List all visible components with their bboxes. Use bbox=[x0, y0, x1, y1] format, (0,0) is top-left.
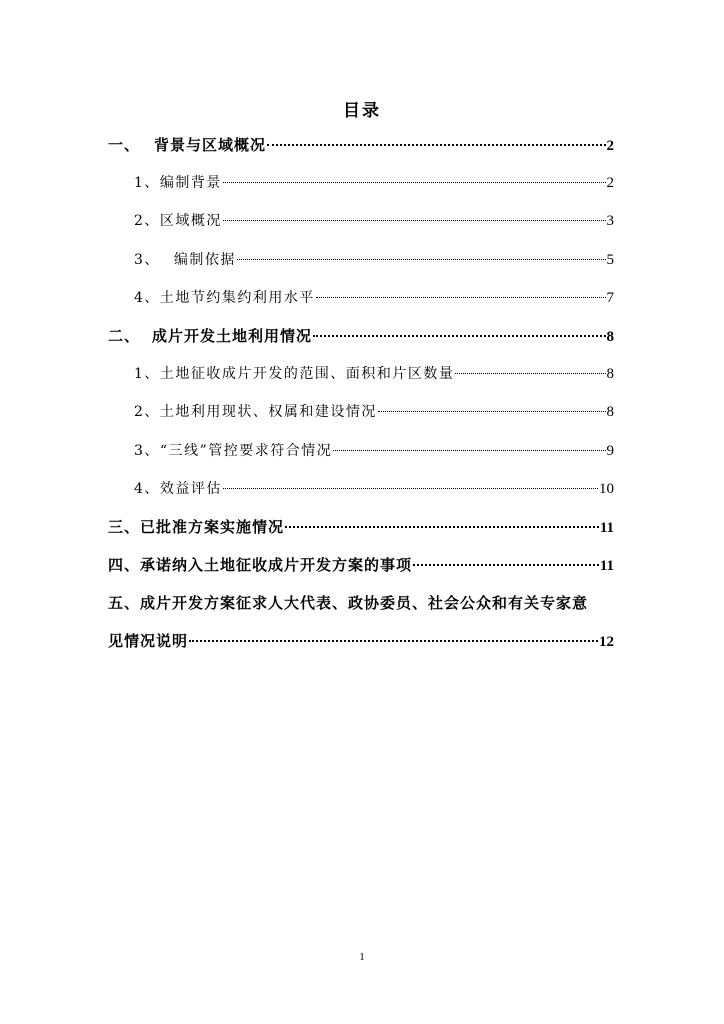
table-of-contents bbox=[108, 134, 614, 669]
dot-leader bbox=[223, 220, 606, 221]
toc-entry-prefix: 4、 bbox=[134, 480, 160, 497]
toc-entry-section-5-line-1[interactable] bbox=[108, 592, 614, 630]
page-number: 1 bbox=[359, 951, 365, 963]
toc-entry-text: 编制背景 bbox=[159, 175, 222, 192]
toc-entry-text: 成片开发土地利用情况 bbox=[152, 326, 313, 345]
toc-entry-section-5-line-2[interactable] bbox=[108, 630, 614, 668]
dot-leader bbox=[316, 297, 606, 298]
dot-leader bbox=[189, 640, 598, 642]
toc-entry-page: 10 bbox=[599, 480, 614, 497]
toc-entry-page: 11 bbox=[599, 519, 614, 536]
toc-entry-text: 土地征收成片开发的范围、面积和片区数量 bbox=[159, 366, 455, 383]
toc-entry-text: 区域概况 bbox=[159, 213, 222, 230]
toc-entry-text: 成片开发方案征求人大代表、政协委员、社会公众和有关专家意 bbox=[140, 594, 589, 613]
toc-entry-prefix: 4、 bbox=[134, 289, 160, 306]
toc-entry-prefix: 五、 bbox=[108, 594, 141, 613]
toc-entry-prefix: 一、 bbox=[108, 136, 141, 154]
toc-entry-page: 9 bbox=[606, 442, 614, 459]
toc-entry-page: 8 bbox=[606, 404, 614, 421]
toc-entry-1-1[interactable] bbox=[108, 172, 614, 210]
toc-entry-section-2[interactable] bbox=[108, 325, 614, 363]
toc-entry-prefix: 三、 bbox=[108, 517, 141, 536]
toc-entry-prefix: 二、 bbox=[108, 326, 141, 345]
toc-entry-text: 编制依据 bbox=[173, 251, 236, 268]
dot-leader bbox=[455, 373, 605, 374]
toc-entry-1-4[interactable] bbox=[108, 287, 614, 325]
toc-entry-2-2[interactable] bbox=[108, 401, 614, 439]
toc-entry-page: 11 bbox=[599, 558, 614, 575]
toc-entry-prefix: 四、 bbox=[108, 556, 141, 575]
toc-entry-prefix: 2、 bbox=[134, 404, 160, 421]
toc-entry-page: 7 bbox=[606, 289, 614, 306]
dot-leader bbox=[223, 488, 598, 489]
toc-entry-text: 背景与区域概况 bbox=[154, 136, 267, 154]
toc-entry-section-4[interactable] bbox=[108, 554, 614, 592]
dot-leader bbox=[333, 450, 605, 451]
dot-leader bbox=[223, 182, 606, 183]
toc-entry-page: 2 bbox=[606, 175, 614, 192]
toc-entry-page: 12 bbox=[599, 634, 614, 651]
toc-entry-prefix: 3、 bbox=[134, 251, 160, 268]
toc-entry-prefix: 2、 bbox=[134, 213, 160, 230]
toc-entry-prefix: 3、 bbox=[134, 442, 160, 459]
toc-entry-text: 土地利用现状、权属和建设情况 bbox=[159, 404, 377, 421]
toc-entry-1-3[interactable] bbox=[108, 249, 614, 287]
toc-entry-2-4[interactable] bbox=[108, 478, 614, 516]
dot-leader bbox=[285, 526, 599, 528]
toc-entry-section-1[interactable] bbox=[108, 134, 614, 172]
toc-entry-page: 8 bbox=[606, 328, 614, 345]
toc-entry-page: 2 bbox=[606, 138, 614, 154]
toc-entry-text: 承诺纳入土地征收成片开发方案的事项 bbox=[140, 556, 413, 575]
toc-entry-prefix: 1、 bbox=[134, 175, 160, 192]
toc-entry-text: 效益评估 bbox=[159, 480, 222, 497]
toc-entry-2-1[interactable] bbox=[108, 363, 614, 401]
toc-entry-page: 5 bbox=[606, 251, 614, 268]
dot-leader bbox=[313, 335, 605, 337]
toc-entry-page: 3 bbox=[606, 213, 614, 230]
dot-leader bbox=[378, 411, 606, 412]
toc-entry-text: 已批准方案实施情况 bbox=[140, 517, 285, 536]
toc-entry-section-3[interactable] bbox=[108, 516, 614, 554]
dot-leader bbox=[413, 564, 599, 566]
toc-entry-1-2[interactable] bbox=[108, 210, 614, 248]
toc-entry-text-continued: 见情况说明 bbox=[108, 632, 189, 651]
dot-leader bbox=[237, 259, 606, 260]
toc-title: 目录 bbox=[343, 101, 381, 121]
toc-entry-prefix: 1、 bbox=[134, 366, 160, 383]
toc-entry-text: “三线”管控要求符合情况 bbox=[159, 442, 333, 459]
dot-leader bbox=[267, 144, 605, 146]
toc-entry-page: 8 bbox=[606, 366, 614, 383]
toc-entry-text: 土地节约集约利用水平 bbox=[159, 289, 315, 306]
toc-entry-2-3[interactable] bbox=[108, 440, 614, 478]
